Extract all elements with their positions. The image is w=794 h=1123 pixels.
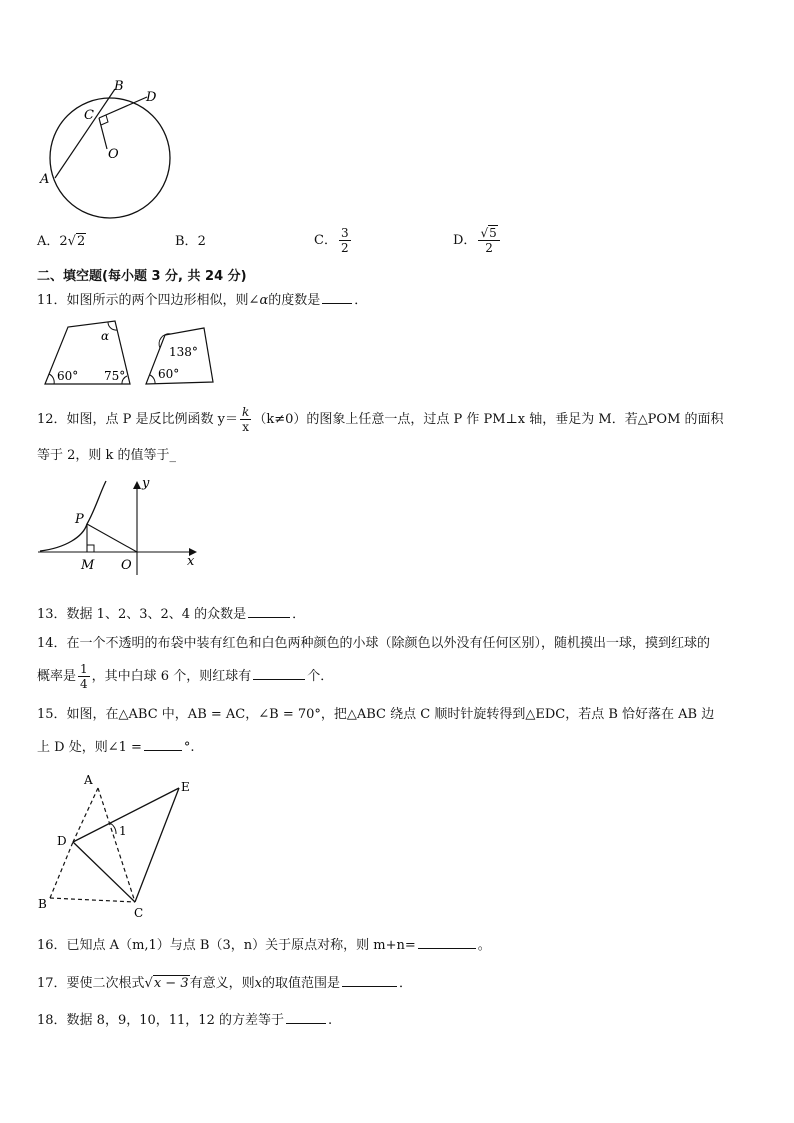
quadrilaterals-figure (40, 318, 220, 390)
label-d: D (146, 90, 157, 105)
inverse-function-figure (35, 475, 205, 575)
question-12: 12．如图，点 P 是反比例函数 y＝ $\frac{k}{x}$ （k≠0）的图象上任意一点，过点 P 作 PM⊥x 轴，垂足为 M．若△POM 的面积 (37, 405, 724, 434)
question-14: 14．在一个不透明的布袋中装有红色和白色两种颜色的小球（除颜色以外没有任何区别），随机摸出一球，摸到红球的 (37, 636, 711, 651)
label-c: C (134, 906, 144, 918)
option-d: D． $\frac{√5}{2}$ (453, 226, 502, 255)
question-18: 18．数据 8，9，10，11，12 的方差等于 . (37, 1013, 333, 1028)
label-a: A (40, 172, 50, 187)
label-m: M (81, 558, 95, 573)
label-angle-1: 1 (119, 824, 127, 838)
section-title: 二、填空题(每小题 3 分, 共 24 分) (37, 269, 247, 284)
angle-75: 75° (104, 369, 126, 383)
angle-60-b: 60° (158, 367, 180, 381)
label-o: O (108, 147, 119, 162)
question-12-line2: 等于 2，则 k 的值等于_ (37, 448, 177, 463)
label-b: B (38, 897, 47, 911)
angle-138: 138° (169, 345, 198, 359)
circle-figure (30, 75, 190, 225)
label-o: O (121, 558, 132, 573)
option-a: A．2√2 (37, 234, 86, 249)
label-b: B (114, 79, 124, 94)
label-d: D (57, 834, 67, 848)
label-c: C (84, 108, 94, 123)
question-13: 13．数据 1、2、3、2、4 的众数是 ． (37, 607, 306, 622)
label-p: P (75, 512, 84, 527)
label-y: y (142, 476, 150, 491)
question-11: 11．如图所示的两个四边形相似，则∠α的度数是 ． (37, 293, 368, 308)
rotation-triangle-figure (35, 768, 200, 918)
question-17: 17．要使二次根式√x − 3有意义，则x的取值范围是 ． (37, 976, 412, 991)
label-a: A (84, 773, 93, 787)
label-x: x (187, 554, 195, 569)
option-b: B．2 (175, 234, 206, 249)
question-16: 16．已知点 A（m,1）与点 B（3，n）关于原点对称，则 m+n= 。 (37, 938, 491, 953)
option-c: C． $\frac{3}{2}$ (314, 226, 349, 255)
angle-60-a: 60° (57, 369, 79, 383)
question-15: 15．如图，在△ABC 中，AB = AC，∠B = 70°，把△ABC 绕点 C 顺时针旋转得到△EDC，若点 B 恰好落在 AB 边 (37, 707, 715, 722)
label-e: E (181, 780, 190, 794)
question-14-line2: 概率是 $\frac{1}{4}$ ，其中白球 6 个，则红球有 个． (37, 662, 334, 691)
question-15-line2: 上 D 处，则∠1 = °. (37, 740, 195, 755)
angle-alpha: α (101, 329, 110, 343)
